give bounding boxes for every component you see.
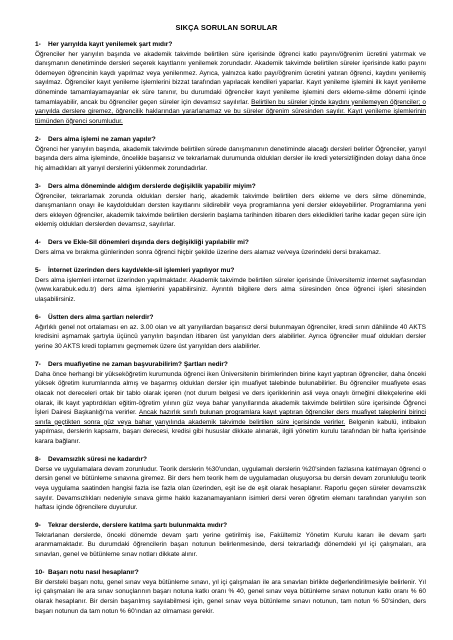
faq-answer-underlined: Ancak hazırlık sınıfı bulunan programlara kayıt yaptıran öğrenciler ders muafiyet taleplerini birinci sınıfa geçtikten sonra güz veya bahar yarıyılında akademik takvimde belirtilen süre içerisinde verirler.	[35, 409, 426, 426]
faq-question-text: Ders ve Ekle-Sil dönemleri dışında ders değişikliği yapılabilir mi?	[48, 239, 249, 247]
faq-question-text: Ders alma işlemi ne zaman yapılır?	[48, 135, 156, 143]
faq-number: 1-	[35, 41, 41, 48]
faq-question-text: Devamsızlık süresi ne kadardır?	[48, 456, 147, 464]
faq-question-text: Başarı notu nasıl hesaplanır?	[48, 569, 139, 577]
faq-item-10	[35, 568, 426, 616]
faq-answer: Bir dersteki başarı notu, genel sınav veya bütünleme sınavı, yıl içi çalışmaları ile ara sınavları birlikte değerlendirilmesiyle belirlenir. Yıl içi çalışmaları ile ara sınav sonuçlarının başarı notuna katkı oranı % 40, genel sınav veya bütünleme sınavı notunun katkı oranı % 60 olarak hesaplanır. Bir dersin başarılmış sayılabilmesi için, genel sınav veya bütünleme sınavı notunun, tam notun % 50'sinden, ders başarı notunun da tam notun % 60'ından az olmaması gerekir.	[35, 578, 426, 615]
faq-question-text: Ders alma döneminde aldığım derslerde değişiklik yapabilir miyim?	[48, 182, 256, 190]
faq-number: 9-	[35, 522, 41, 530]
faq-item-9	[35, 521, 426, 559]
faq-number: 6-	[35, 314, 41, 322]
faq-question-text: Üstten ders alma şartları nelerdir?	[48, 314, 154, 322]
faq-question	[35, 238, 426, 248]
faq-question	[35, 313, 426, 323]
faq-answer: Öğrenciler, tekrarlamak zorunda oldukları dersler hariç, akademik takvimde belirtilen ders ekleme ve ders silme döneminde, danışmanların onayı ile kaydoldukları dersten kayıtlarını sildirebilir veya programlarına yeni dersler ekleyebilirler. Programlarına yeni ders ekleyen öğrenciler, akademik takvimde belirtilen derslerin başlama tarihinden itibaren ders eklediklleri tarihe kadar geçen süre için eklemiş oldukları derslerden devamsız, sayılırlar.	[35, 192, 426, 229]
faq-item-5	[35, 266, 426, 304]
faq-number: 3-	[35, 182, 41, 190]
faq-question	[35, 40, 426, 50]
faq-answer-tail: Belgenin kabulü, intibakın yapılması, derslerin kapsamı, başarı derecesi, kredisi gibi hususlar dikkate alınarak, ilgili yönetim kurulu tarafından bir hafta içerisinde karara bağlanır.	[35, 418, 426, 445]
faq-question	[35, 266, 426, 276]
faq-question	[35, 135, 426, 145]
faq-item-3	[35, 182, 426, 230]
faq-question-text: Tekrar derslerde, derslere katılma şartı bulunmakta mıdır?	[48, 522, 228, 530]
faq-number: 8-	[35, 456, 41, 464]
document-title: SIKÇA SORULAN SORULAR	[175, 23, 278, 32]
faq-question	[35, 360, 426, 370]
faq-answer	[35, 370, 426, 447]
faq-number: 5-	[35, 267, 41, 275]
faq-question-text: Her yarıyılda kayıt yenilemek şart mıdır?	[48, 41, 173, 48]
faq-answer-underlined: Belirtilen bu süreler içinde kaydını yenilemeyen öğrenciler; o yarıyılda derslere giremez, öğrencilik haklarından yararlanamaz ve bu süreler öğrenim süresinden sayılır. Kayıt yenileme işlemlerinin tümünden öğrenci sorumludur.	[35, 98, 427, 125]
faq-number: 4-	[35, 239, 41, 247]
faq-item-8	[35, 455, 426, 513]
faq-number: 10-	[35, 569, 45, 577]
faq-item-2	[35, 135, 426, 173]
faq-number: 7-	[35, 361, 41, 369]
faq-question	[35, 521, 426, 531]
faq-item-6	[35, 313, 426, 351]
faq-question	[35, 182, 426, 192]
faq-answer: Ders alma ve bırakma günlerinden sonra öğrenci hiçbir şekilde üzerine ders alamaz ve/veya üzerindeki dersi bırakamaz.	[35, 249, 381, 257]
faq-list	[35, 40, 426, 625]
faq-answer: Tekrarlanan derslerde, önceki dönemde devam şartı yerine getirilmiş ise, Fakültemiz Yönetim Kurulu kararı ile devam şartı aranmamaktadır. Bu durumdaki öğrencilerin başarı notunun belirlenmesinde, dersi tekrarladığı dönemdeki yıl içi çalışmaları, ara sınavları, genel ve bütünleme sınav notları dikkate alınır.	[35, 531, 426, 559]
faq-number: 2-	[35, 135, 41, 143]
faq-answer	[35, 50, 426, 127]
faq-answer: Ders alma işlemleri internet üzerinden yapılmaktadır. Akademik takvimde belirtilen süreler içerisinde Üniversitemiz internet sayfasından (www.karabuk.edu.tr) ders alma işlemlerini yapabilirsiniz. Ayrıntılı bilgilere ders alma süresinden önce öğrenci işleri sitesinden ulaşabilirsiniz.	[35, 276, 426, 304]
faq-item-7	[35, 360, 426, 446]
faq-question	[35, 455, 426, 465]
faq-answer: Derse ve uygulamalara devam zorunludur. Teorik derslerin %30'undan, uygulamalı derslerin %20'sinden fazlasına katılmayan öğrenci o dersin genel ve bütünleme sınavına giremez. Bir ders hem teorik hem de uygulamadan oluşuyorsa bu dersin devam zorunluluğu teorik veya uygulama saatinden hangisi fazla ise fazla olan üzerinden, eşit ise de eşit olarak hesaplanır. Raporlu geçen süreler devamsızlık sayılır. Devamsızlıkları nedeniyle sınava girme hakkı kazanamayanların isimleri dersi veren öğretim elemanı tarafından yarıyılın son haftası içinde öğrencilere duyurulur.	[35, 465, 426, 512]
faq-question-text: Ders muafiyetine ne zaman başvurabilirim? Şartları nedir?	[48, 361, 228, 369]
faq-answer-text: Daha önce herhangi bir yükseköğretim kurumunda öğrenci iken Üniversitenin birimlerinden birine kayıt yaptıran öğrenciler, daha önceki yüksek öğretim kurumlarında almış ve başarmış oldukları dersler için muafiyet talebinde bulunabilirler. Bu öğrenciler muafiyete esas olacak not dereceleri ortak bir tablo olarak içeren (not durum belgesi ve ders içeriklerinin asli veya onaylı örneğini dilekçelerine ekli olarak, ilk kayıt yaptırdıkları eğitim-öğretim yılının güz veya bahar yarıyıllarında akademik takvimde belirtilen süre içerisinde Öğrenci İşleri Dairesi Başkanlığı'na verirler.	[35, 370, 426, 417]
faq-item-1	[35, 40, 426, 126]
faq-answer: Öğrenci her yarıyılın başında, akademik takvimde belirtilen sürede danışmanının denetiminde alacağı dersleri belirler Öğrenciler, yarıyıl başında ders alma işleminde, öncelikle başarısız ve tekrarlamak durumunda oldukları dersler ile kredi yetersizliğinden dolayı daha önce hiç almadıkları alt yarıyıl derslerini yüklenmek zorundadırlar.	[35, 145, 426, 172]
faq-answer-text: Öğrenciler her yarıyılın başında ve akademik takvimde belirtilen süre içerisinde öğrenci katkı payını/öğrenim ücretini yatırmak ve danışmanın denetiminde dersleri seçerek kayıtlarını yenilemek zorundadır. Akademik takvimde belirtilen süreler içerisinde katkı payını ödemeyen öğrencinin kaydı yapılmaz veya yenilenmez. Ayrıca, yalnızca katkı payı/öğrenim ücretini yatıran öğrenci, kaydını yenilemiş sayılmaz. Öğrenciler kayıt yenileme işlemlerini bizzat tarafından yapılacak kendileri yaparlar. Kayıt yenileme işlemini ilk kayıt yenileme döneminde tamamlayamayanlar ek süre tanınır, bu durumdaki öğrenciler kayıt yenileme işlemini ders ekleme-silme dönemi içinde tamamlayabilir, ancak bu öğrenciler geçen süreler için devamsız sayılırlar.	[35, 50, 426, 106]
faq-item-4	[35, 238, 426, 257]
faq-answer: Ağırlıklı genel not ortalaması en az. 3.00 olan ve alt yarıyıllardan başarısız dersi bulunmayan öğrenciler, kredi sınırı dâhilinde 40 AKTS kredisini aşmamak şartıyla üçüncü yarıyılın başından itibaren üst yarıyıldan ders alabilirler. Ayrıca öğrenciler muaf oldukları dersler yerine 30 AKTS kredi toplamını geçmemek üzere üst yarıyıldan ders alabilirler.	[35, 323, 426, 350]
faq-question-text: İnternet üzerinden ders kaydı/ekle-sil işlemleri yapılıyor mu?	[48, 267, 235, 275]
faq-question	[35, 568, 426, 578]
